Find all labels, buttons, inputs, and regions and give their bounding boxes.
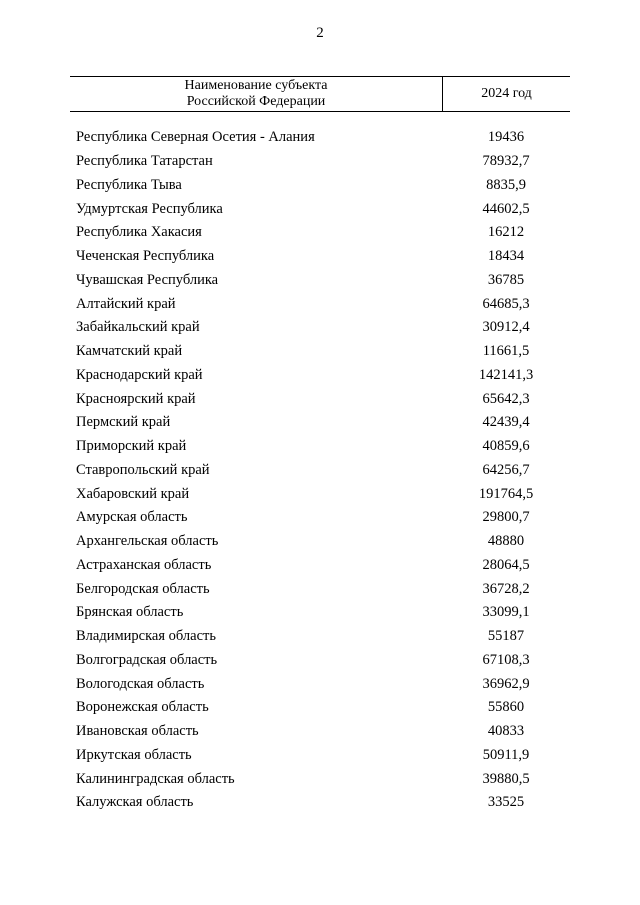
subject-name: Воронежская область [76,699,209,716]
subject-value: 64685,3 [482,295,530,312]
subject-value: 29800,7 [482,509,530,526]
subject-name: Удмуртская Республика [76,200,223,217]
table-row [76,316,576,340]
subject-name: Брянская область [76,604,184,621]
subject-name: Приморский край [76,438,187,455]
table-header [70,76,570,112]
subject-value: 64256,7 [482,461,530,478]
subject-name: Ивановская область [76,723,199,740]
table-row [76,174,576,198]
subject-value: 36785 [487,271,525,288]
page-number: 2 [316,25,324,41]
table-row [76,197,576,221]
subject-name: Белгородская область [76,580,210,597]
subject-name: Вологодская область [76,675,205,692]
subject-value: 33099,1 [482,604,530,621]
subject-value: 191764,5 [478,485,534,502]
table-row [76,364,576,388]
table-row [76,221,576,245]
subject-value: 8835,9 [486,176,526,193]
column-header-subject-line1: Наименование субъекта [184,78,328,93]
subject-value: 67108,3 [482,651,530,668]
subject-name: Республика Татарстан [76,153,213,170]
subject-value: 55860 [487,699,525,716]
table-row [76,482,576,506]
subject-value: 78932,7 [482,153,530,170]
subject-name: Иркутская область [76,746,192,763]
subject-name: Красноярский край [76,390,196,407]
subject-name: Чувашская Республика [76,271,219,288]
subject-name: Пермский край [76,414,171,431]
table-row [76,269,576,293]
table-row [76,340,576,364]
subject-value: 39880,5 [482,770,530,787]
table-row [76,126,576,150]
table-row [76,530,576,554]
subject-value: 36728,2 [482,580,530,597]
table-row [76,554,576,578]
subject-value: 50911,9 [482,746,530,763]
subject-name: Камчатский край [76,343,183,360]
subject-name: Республика Тыва [76,176,182,193]
subject-value: 28064,5 [482,556,530,573]
subject-name: Владимирская область [76,628,216,645]
subject-value: 40833 [487,723,525,740]
table-row [76,649,576,673]
subject-name: Хабаровский край [76,485,190,502]
table-row [76,245,576,269]
subject-name: Республика Хакасия [76,224,202,241]
subject-name: Краснодарский край [76,366,203,383]
subject-name: Калужская область [76,794,194,811]
table-row [76,411,576,435]
subject-value: 30912,4 [482,319,530,336]
column-header-year: 2024 год [481,86,532,101]
subject-name: Забайкальский край [76,319,200,336]
subject-value: 142141,3 [478,366,534,383]
table-body [76,126,576,815]
table-row [76,601,576,625]
table-row [76,720,576,744]
subject-value: 16212 [487,224,525,241]
table-row [76,744,576,768]
table-row [76,625,576,649]
subject-name: Ставропольский край [76,461,210,478]
table-row [76,577,576,601]
column-header-subject [70,77,443,111]
table-row [76,696,576,720]
subject-value: 48880 [487,533,525,550]
subject-name: Астраханская область [76,556,212,573]
table-row [76,435,576,459]
subject-name: Чеченская Республика [76,248,215,265]
table-row [76,292,576,316]
subject-name: Республика Северная Осетия - Алания [76,129,315,146]
table-row [76,387,576,411]
subject-name: Волгоградская область [76,651,218,668]
table-row [76,506,576,530]
subject-value: 36962,9 [482,675,530,692]
subject-value: 40859,6 [482,438,530,455]
table-row [76,791,576,815]
table-row [76,767,576,791]
subject-value: 11661,5 [482,343,530,360]
table-row [76,150,576,174]
subject-name: Амурская область [76,509,188,526]
subject-value: 42439,4 [482,414,530,431]
column-header-subject-line2: Российской Федерации [186,94,326,109]
table-row [76,672,576,696]
subject-value: 44602,5 [482,200,530,217]
subject-name: Калининградская область [76,770,235,787]
subject-name: Архангельская область [76,533,219,550]
subject-value: 55187 [487,628,525,645]
subject-name: Алтайский край [76,295,176,312]
table-row [76,459,576,483]
subject-value: 33525 [487,794,525,811]
subject-value: 18434 [487,248,525,265]
subject-value: 65642,3 [482,390,530,407]
subject-value: 19436 [487,129,525,146]
